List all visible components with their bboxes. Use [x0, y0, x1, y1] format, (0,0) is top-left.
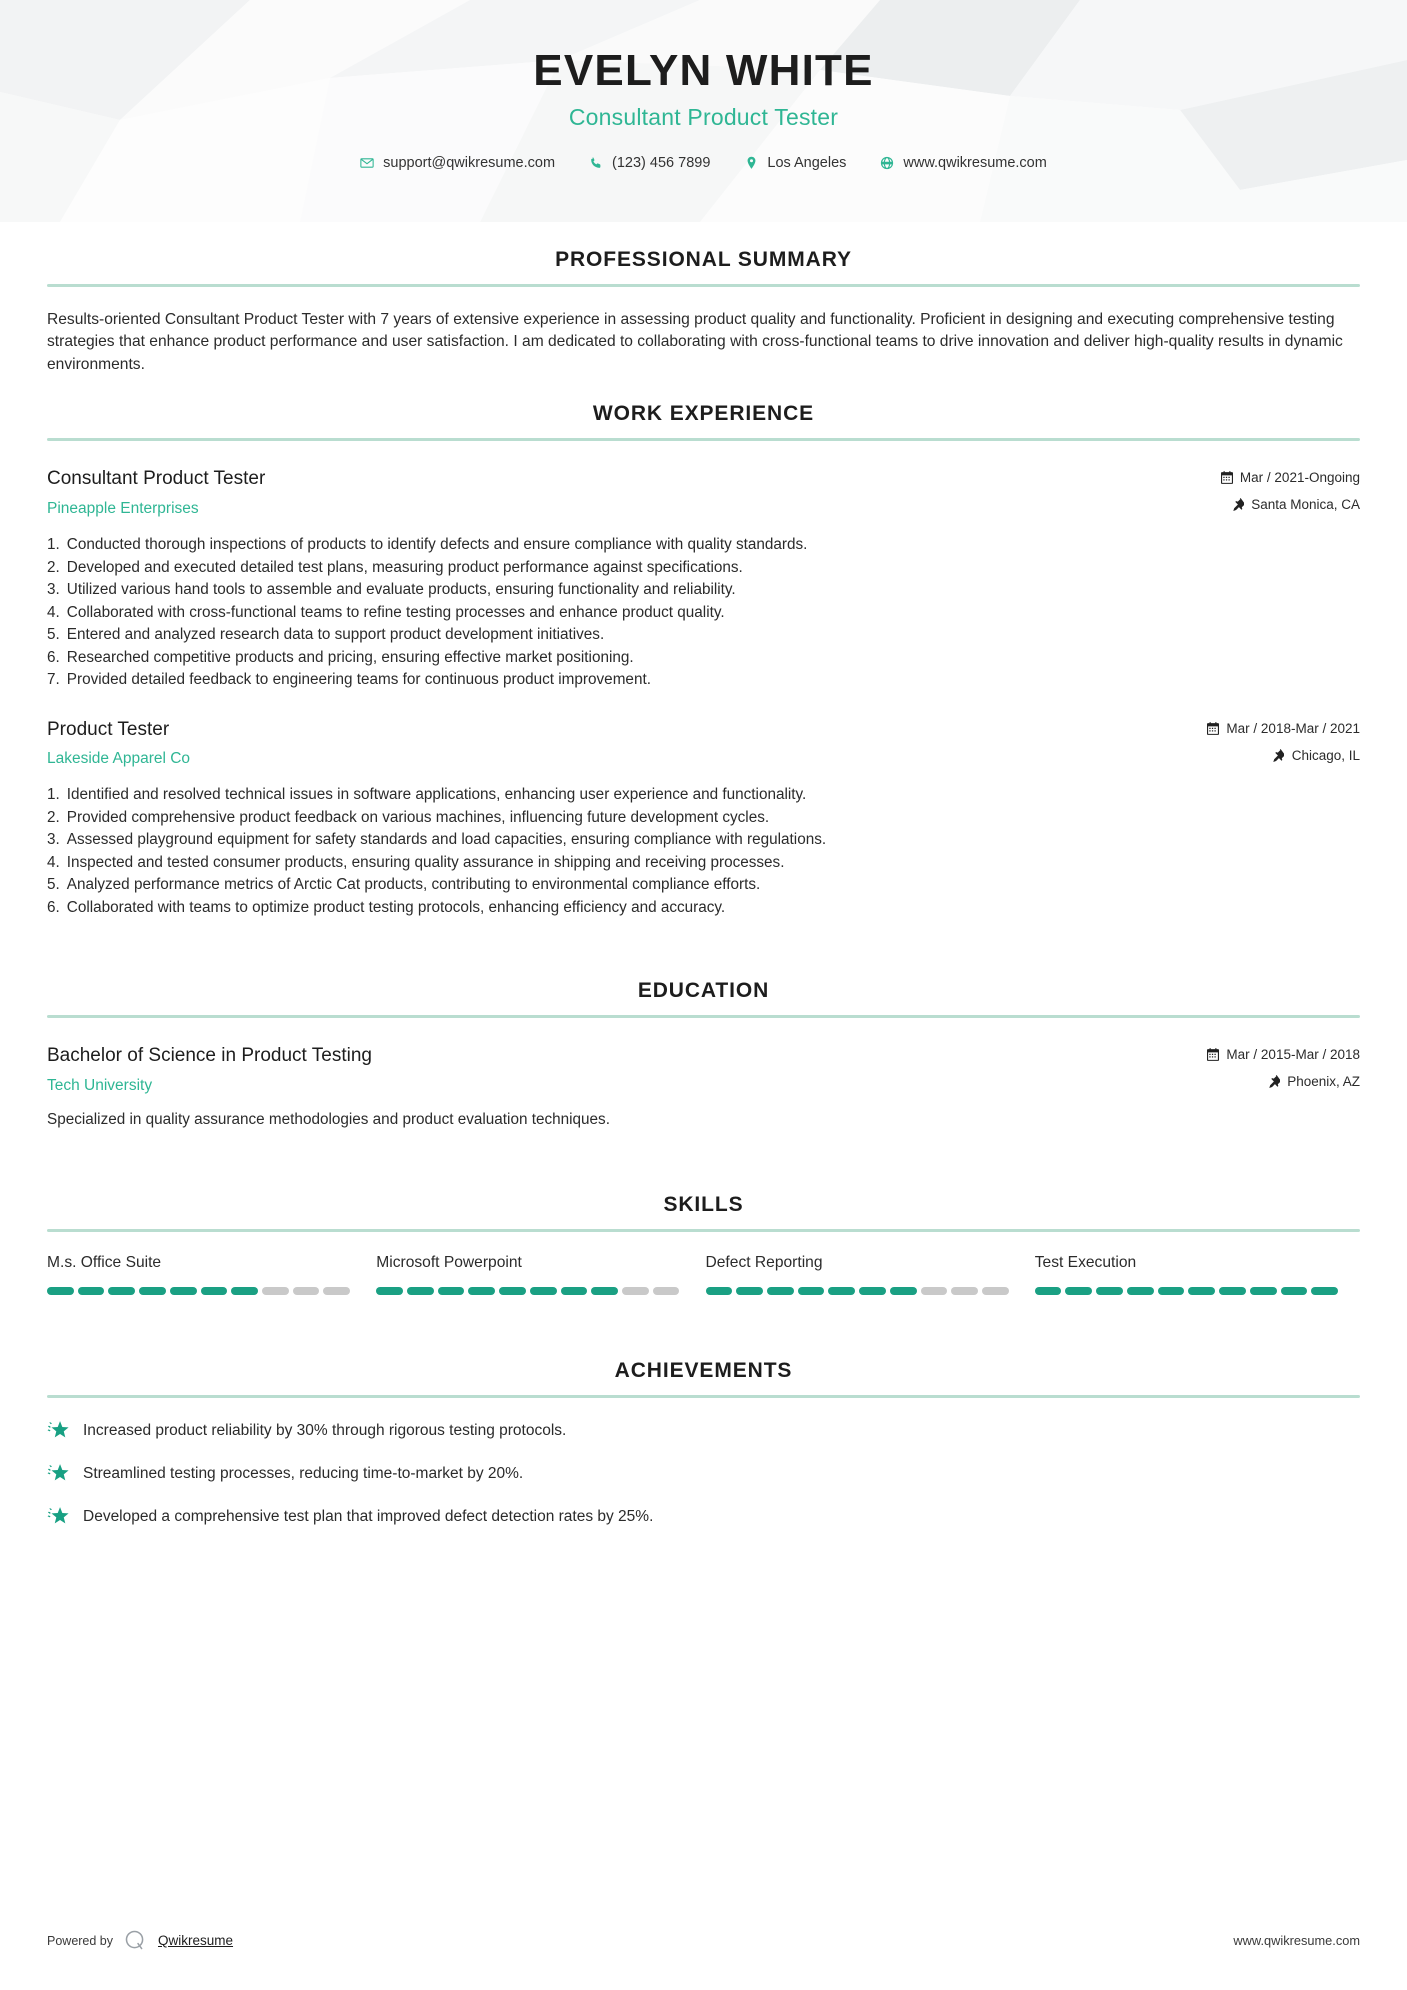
education-date-text: Mar / 2015-Mar / 2018	[1226, 1047, 1360, 1063]
skill-pip-filled	[1096, 1287, 1123, 1295]
footer-website[interactable]: www.qwikresume.com	[1233, 1933, 1360, 1948]
experience-bullet: 1. Conducted thorough inspections of products to identify defects and ensure compliance with quality standards.	[47, 534, 1360, 556]
bullet-text: Researched competitive products and pricing, ensuring effective market positioning.	[66, 648, 634, 666]
skill-pip-filled	[1065, 1287, 1092, 1295]
contact-location	[727, 155, 863, 171]
candidate-job-title: Consultant Product Tester	[568, 104, 839, 131]
education-location-text: Phoenix, AZ	[1287, 1074, 1360, 1090]
skill-pip-filled	[499, 1287, 526, 1295]
skill-pip-filled	[376, 1287, 403, 1295]
experience-location	[1221, 497, 1360, 512]
skill-level-bar	[706, 1287, 1009, 1295]
skill-label: Microsoft Powerpoint	[376, 1254, 522, 1272]
skill-pip-filled	[108, 1287, 135, 1295]
contact-website[interactable]	[863, 155, 1063, 171]
experience-bullet: 2. Provided comprehensive product feedback on various machines, influencing future development cycles.	[47, 807, 1360, 829]
skill-level-bar	[376, 1287, 679, 1295]
bullet-text: Provided comprehensive product feedback on various machines, influencing future development cycles.	[66, 808, 770, 826]
experience-bullet: 2. Developed and executed detailed test plans, measuring product performance against specifications.	[47, 557, 1360, 579]
skill-pip-filled	[170, 1287, 197, 1295]
section-skills	[47, 1167, 1360, 1295]
education-school: Tech University	[47, 1076, 153, 1094]
bullet-text: Developed and executed detailed test plans, measuring product performance against specifications.	[66, 558, 743, 576]
skill-pip-filled	[706, 1287, 733, 1295]
map-pin-icon	[744, 156, 758, 170]
experience-bullet: 6. Researched competitive products and pricing, ensuring effective market positioning.	[47, 647, 1360, 669]
achievement-text: Increased product reliability by 30% through rigorous testing protocols.	[83, 1421, 567, 1439]
pushpin-icon	[1273, 749, 1285, 762]
experience-bullet: 1. Identified and resolved technical issues in software applications, enhancing user experience and functionality.	[47, 784, 1360, 806]
candidate-name: EVELYN WHITE	[533, 46, 874, 95]
qwikresume-brand-link[interactable]: Qwikresume	[158, 1933, 234, 1948]
calendar-icon	[1207, 722, 1219, 735]
skill-pip-filled	[78, 1287, 105, 1295]
skill-pip-filled	[407, 1287, 434, 1295]
calendar-icon	[1221, 471, 1233, 484]
contact-phone[interactable]	[572, 155, 727, 171]
bullet-text: Assessed playground equipment for safety standards and load capacities, ensuring compliance with regulations.	[66, 831, 827, 849]
contact-row	[0, 155, 1407, 171]
bullet-text: Collaborated with teams to optimize product testing protocols, enhancing efficiency and accuracy.	[66, 898, 726, 916]
pushpin-icon	[1232, 498, 1244, 511]
achievement-text: Developed a comprehensive test plan that improved defect detection rates by 25%.	[83, 1507, 654, 1525]
bullet-text: Provided detailed feedback to engineering teams for continuous product improvement.	[66, 671, 651, 689]
experience-bullet: 6. Collaborated with teams to optimize product testing protocols, enhancing efficiency and accuracy.	[47, 897, 1360, 919]
experience-bullet: 3. Assessed playground equipment for safety standards and load capacities, ensuring compliance with regulations.	[47, 829, 1360, 851]
experience-date	[1207, 721, 1360, 736]
skill-pip-filled	[201, 1287, 228, 1295]
experience-organization: Pineapple Enterprises	[47, 500, 199, 518]
skill-pip-empty	[262, 1287, 289, 1295]
section-work-experience	[47, 376, 1360, 919]
experience-bullets	[47, 784, 1360, 919]
skill-level-bar	[47, 1287, 350, 1295]
star-icon	[47, 1505, 70, 1528]
skill-item	[376, 1254, 701, 1295]
section-divider	[47, 1395, 1360, 1398]
skill-pip-filled	[530, 1287, 557, 1295]
experience-bullets	[47, 534, 1360, 691]
skill-item	[47, 1254, 372, 1295]
experience-date-text: Mar / 2018-Mar / 2021	[1226, 720, 1360, 736]
experience-location	[1207, 748, 1360, 763]
section-title-summary: PROFESSIONAL SUMMARY	[555, 248, 852, 271]
education-description: Specialized in quality assurance methodologies and product evaluation techniques.	[47, 1110, 610, 1128]
bullet-text: Collaborated with cross-functional teams to refine testing processes and enhance product quality.	[66, 603, 725, 621]
skill-level-bar	[1035, 1287, 1338, 1295]
skill-pip-filled	[859, 1287, 886, 1295]
section-divider	[47, 438, 1360, 441]
skill-pip-empty	[982, 1287, 1009, 1295]
achievements-list	[47, 1420, 1360, 1528]
skill-item	[706, 1254, 1031, 1295]
education-degree: Bachelor of Science in Product Testing	[47, 1045, 372, 1067]
experience-location-text: Chicago, IL	[1291, 747, 1360, 763]
contact-phone-text: (123) 456 7899	[612, 155, 711, 172]
experience-role: Product Tester	[47, 718, 170, 740]
resume-body	[0, 222, 1407, 1528]
star-icon	[47, 1462, 70, 1485]
section-achievements	[47, 1333, 1360, 1528]
skill-pip-filled	[767, 1287, 794, 1295]
skill-pip-empty	[622, 1287, 649, 1295]
qwikresume-logo-icon	[124, 1929, 147, 1952]
contact-email[interactable]	[343, 155, 572, 171]
bullet-text: Inspected and tested consumer products, ensuring quality assurance in shipping and receiving processes.	[66, 853, 785, 871]
skill-pip-filled	[591, 1287, 618, 1295]
skill-label: M.s. Office Suite	[47, 1254, 162, 1272]
experience-date-text: Mar / 2021-Ongoing	[1239, 470, 1360, 486]
skill-pip-filled	[561, 1287, 588, 1295]
section-divider	[47, 1229, 1360, 1232]
experience-bullet: 4. Collaborated with cross-functional teams to refine testing processes and enhance product quality.	[47, 602, 1360, 624]
skill-pip-filled	[1035, 1287, 1062, 1295]
section-title-achievements: ACHIEVEMENTS	[614, 1358, 793, 1382]
skill-pip-filled	[828, 1287, 855, 1295]
skill-pip-empty	[921, 1287, 948, 1295]
section-divider	[47, 1015, 1360, 1018]
skill-pip-filled	[1219, 1287, 1246, 1295]
skill-pip-filled	[1311, 1287, 1338, 1295]
experience-organization: Lakeside Apparel Co	[47, 750, 191, 768]
experience-bullet: 7. Provided detailed feedback to engineering teams for continuous product improvement.	[47, 669, 1360, 691]
section-title-education: EDUCATION	[637, 979, 770, 1003]
envelope-icon	[360, 156, 374, 170]
bullet-text: Conducted thorough inspections of products to identify defects and ensure compliance with quality standards.	[66, 536, 808, 554]
education-entry	[47, 1044, 1360, 1131]
globe-icon	[880, 156, 894, 170]
bullet-text: Utilized various hand tools to assemble and evaluate products, ensuring functionality and reliability.	[66, 581, 736, 599]
section-title-skills: SKILLS	[663, 1193, 744, 1217]
achievement-item	[47, 1420, 1360, 1442]
skill-pip-filled	[1188, 1287, 1215, 1295]
section-divider	[47, 284, 1360, 287]
experience-location-text: Santa Monica, CA	[1251, 497, 1360, 513]
bullet-text: Analyzed performance metrics of Arctic Cat products, contributing to environmental compliance efforts.	[66, 876, 761, 894]
experience-bullet: 4. Inspected and tested consumer products, ensuring quality assurance in shipping and receiving processes.	[47, 852, 1360, 874]
skill-pip-filled	[1250, 1287, 1277, 1295]
skill-pip-filled	[1281, 1287, 1308, 1295]
skill-pip-filled	[890, 1287, 917, 1295]
achievement-item	[47, 1463, 1360, 1485]
experience-entry	[47, 718, 1360, 920]
contact-website-text: www.qwikresume.com	[903, 155, 1047, 172]
contact-location-text: Los Angeles	[767, 155, 847, 172]
calendar-icon	[1207, 1048, 1219, 1061]
skill-pip-filled	[231, 1287, 258, 1295]
skill-label: Test Execution	[1034, 1254, 1137, 1272]
skill-item	[1035, 1254, 1360, 1295]
achievement-item	[47, 1506, 1360, 1528]
skill-pip-empty	[323, 1287, 350, 1295]
bullet-text: Entered and analyzed research data to support product development initiatives.	[66, 626, 605, 644]
experience-entry	[47, 467, 1360, 691]
achievement-text: Streamlined testing processes, reducing time-to-market by 20%.	[83, 1464, 524, 1482]
experience-bullet: 5. Entered and analyzed research data to support product development initiatives.	[47, 624, 1360, 646]
bullet-text: Identified and resolved technical issues in software applications, enhancing user experience and functionality.	[66, 786, 807, 804]
phone-icon	[589, 156, 603, 170]
skill-pip-empty	[653, 1287, 680, 1295]
skill-pip-filled	[1158, 1287, 1185, 1295]
skill-pip-empty	[951, 1287, 978, 1295]
skill-pip-filled	[798, 1287, 825, 1295]
education-date	[1207, 1047, 1360, 1062]
experience-bullet: 5. Analyzed performance metrics of Arctic Cat products, contributing to environmental compliance efforts.	[47, 874, 1360, 896]
resume-header	[0, 0, 1407, 222]
star-icon	[47, 1419, 70, 1442]
pushpin-icon	[1268, 1075, 1280, 1088]
skill-pip-filled	[438, 1287, 465, 1295]
experience-role: Consultant Product Tester	[47, 468, 266, 490]
contact-email-text: support@qwikresume.com	[383, 155, 556, 172]
skill-pip-filled	[139, 1287, 166, 1295]
section-professional-summary	[47, 222, 1360, 376]
skill-pip-empty	[293, 1287, 320, 1295]
skill-pip-filled	[736, 1287, 763, 1295]
skill-label: Defect Reporting	[705, 1254, 823, 1272]
education-location	[1207, 1074, 1360, 1089]
skill-pip-filled	[1127, 1287, 1154, 1295]
skills-grid	[47, 1254, 1360, 1295]
powered-by-label: Powered by	[47, 1933, 114, 1948]
section-title-experience: WORK EXPERIENCE	[592, 402, 815, 426]
skill-pip-filled	[47, 1287, 74, 1295]
experience-date	[1221, 470, 1360, 485]
resume-footer	[0, 1929, 1407, 1952]
experience-bullet: 3. Utilized various hand tools to assemble and evaluate products, ensuring functionality and reliability.	[47, 579, 1360, 601]
section-education	[47, 953, 1360, 1131]
skill-pip-filled	[468, 1287, 495, 1295]
summary-text: Results-oriented Consultant Product Tester with 7 years of extensive experience in assessing product quality and functionality. Proficient in designing and executing comprehensive testing strategies that enhance product performance and user satisfaction. I am dedicated to collaborating with cross-functional teams to drive innovation and deliver high-quality results in dynamic environments.	[47, 311, 1343, 373]
